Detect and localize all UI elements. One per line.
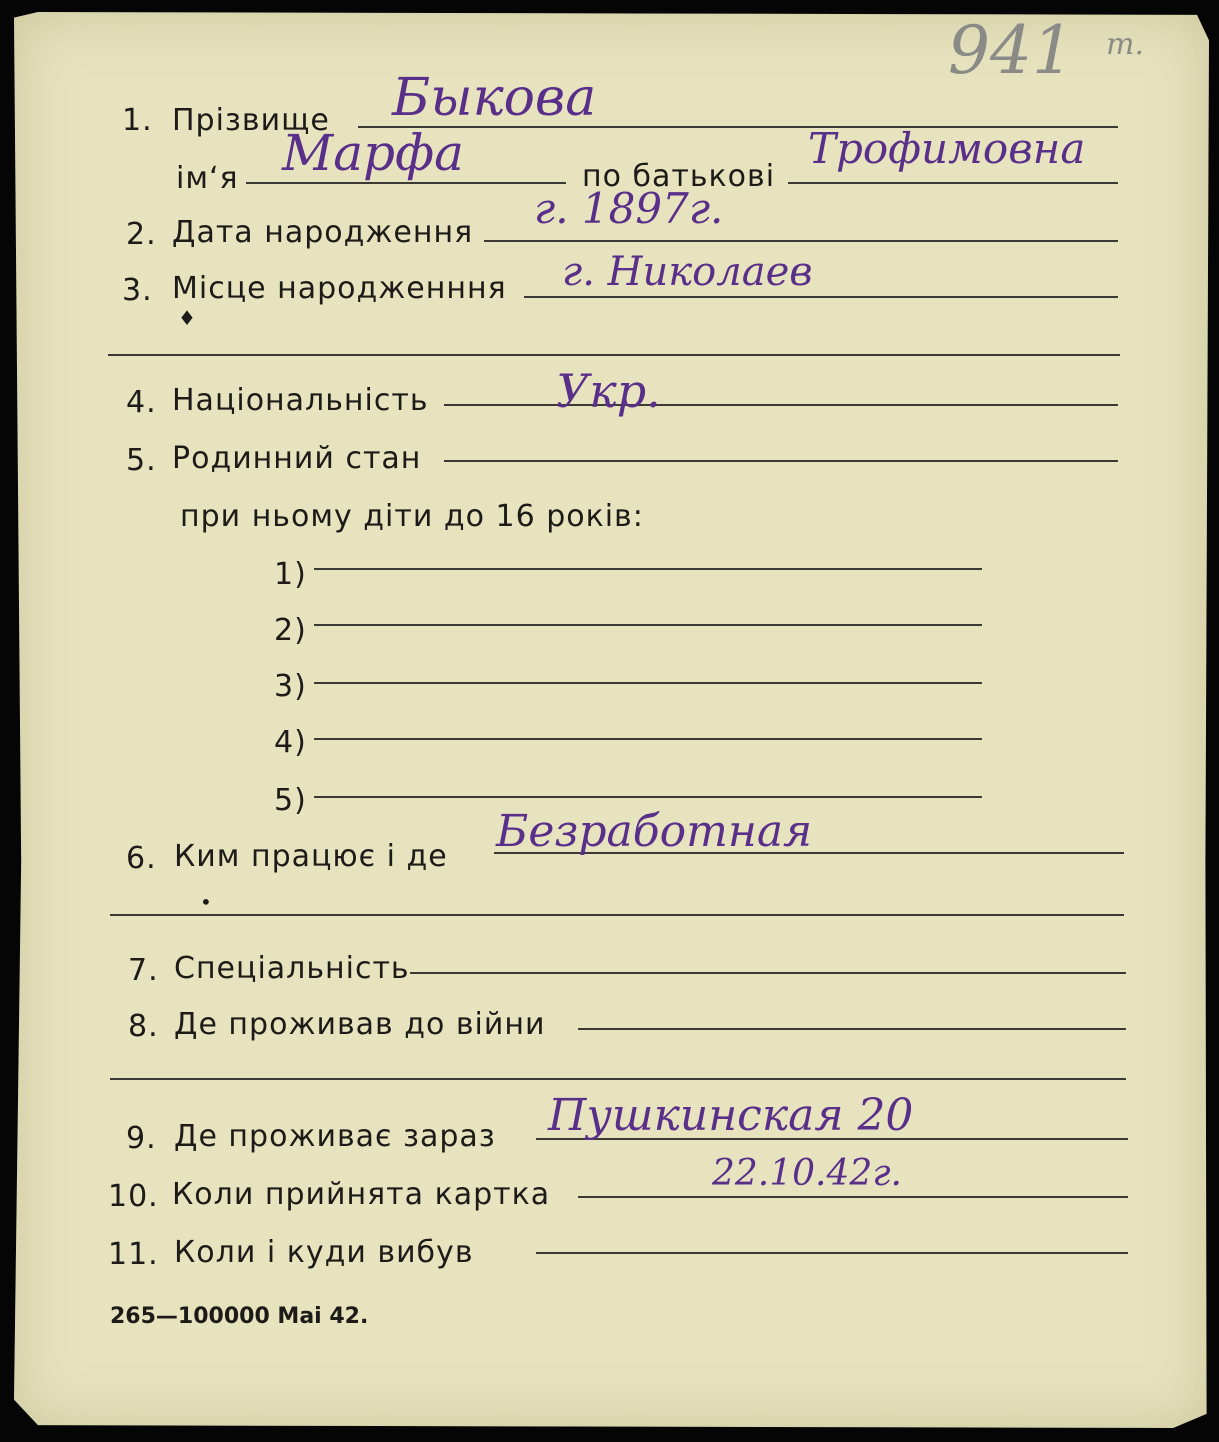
- field-3-label: Місце народженння: [172, 271, 507, 306]
- field-6-number: 6.: [126, 841, 157, 876]
- field-7-line: [410, 972, 1126, 974]
- child-2-label: 2): [274, 613, 307, 648]
- field-patronymic-line: [788, 182, 1118, 184]
- child-2-line: [314, 624, 982, 626]
- child-1-label: 1): [274, 557, 307, 592]
- children-label: при ньому діти до 16 років:: [180, 499, 644, 534]
- field-6-line-extra: [110, 914, 1124, 916]
- field-2-label: Дата народження: [172, 215, 474, 250]
- field-name-value: Марфа: [282, 124, 464, 182]
- ink-dot: •: [200, 890, 212, 914]
- field-3-line: [524, 296, 1118, 298]
- field-8-line: [578, 1028, 1126, 1030]
- field-8-label: Де проживав до війни: [174, 1007, 546, 1042]
- child-3-label: 3): [274, 669, 307, 704]
- field-11-number: 11.: [108, 1237, 159, 1272]
- field-10-number: 10.: [108, 1179, 159, 1214]
- field-3-number: 3.: [122, 273, 153, 308]
- field-10-value: 22.10.42г.: [712, 1153, 902, 1194]
- child-4-line: [314, 738, 982, 740]
- field-4-label: Національність: [172, 383, 429, 418]
- field-6-label: Ким працює і де: [174, 839, 448, 874]
- field-1-number: 1.: [122, 103, 153, 138]
- field-8-line-extra: [110, 1078, 1126, 1080]
- field-4-value: Укр.: [556, 364, 661, 418]
- field-2-line: [484, 240, 1118, 242]
- ink-dot: ♦: [178, 306, 196, 330]
- field-2-number: 2.: [126, 217, 157, 252]
- field-5-number: 5.: [126, 443, 157, 478]
- field-11-line: [536, 1252, 1128, 1254]
- child-5-line: [314, 796, 982, 798]
- field-10-line: [578, 1196, 1128, 1198]
- field-1-value: Быкова: [392, 68, 597, 128]
- field-6-value: Безработная: [496, 806, 813, 857]
- archive-number-suffix: т.: [1106, 27, 1144, 62]
- field-5-label: Родинний стан: [172, 441, 422, 476]
- field-name-label: ім‘я: [176, 161, 239, 196]
- field-2-value: г. 1897г.: [534, 184, 724, 233]
- print-footer: 265—100000 Mai 42.: [110, 1304, 369, 1329]
- field-10-label: Коли прийнята картка: [172, 1177, 551, 1212]
- field-5-line: [444, 460, 1118, 462]
- field-11-label: Коли і куди вибув: [174, 1235, 474, 1270]
- field-3-line-extra: [108, 354, 1120, 356]
- field-patronymic-value: Трофимовна: [808, 124, 1086, 173]
- field-8-number: 8.: [128, 1009, 159, 1044]
- child-5-label: 5): [274, 783, 307, 818]
- field-1-label: Прізвище: [172, 103, 330, 138]
- field-4-number: 4.: [126, 385, 157, 420]
- field-7-label: Спеціальність: [174, 951, 410, 986]
- field-9-value: Пушкинская 20: [548, 1090, 914, 1141]
- field-4-line: [444, 404, 1118, 406]
- archive-number: 941: [948, 12, 1074, 89]
- field-name-line: [246, 182, 566, 184]
- field-9-number: 9.: [126, 1121, 157, 1156]
- field-7-number: 7.: [128, 953, 159, 988]
- child-4-label: 4): [274, 725, 307, 760]
- field-3-value: г. Николаев: [562, 249, 813, 295]
- field-9-label: Де проживає зараз: [174, 1119, 496, 1154]
- field-patronymic-label: по батькові: [582, 159, 776, 194]
- child-1-line: [314, 568, 982, 570]
- child-3-line: [314, 682, 982, 684]
